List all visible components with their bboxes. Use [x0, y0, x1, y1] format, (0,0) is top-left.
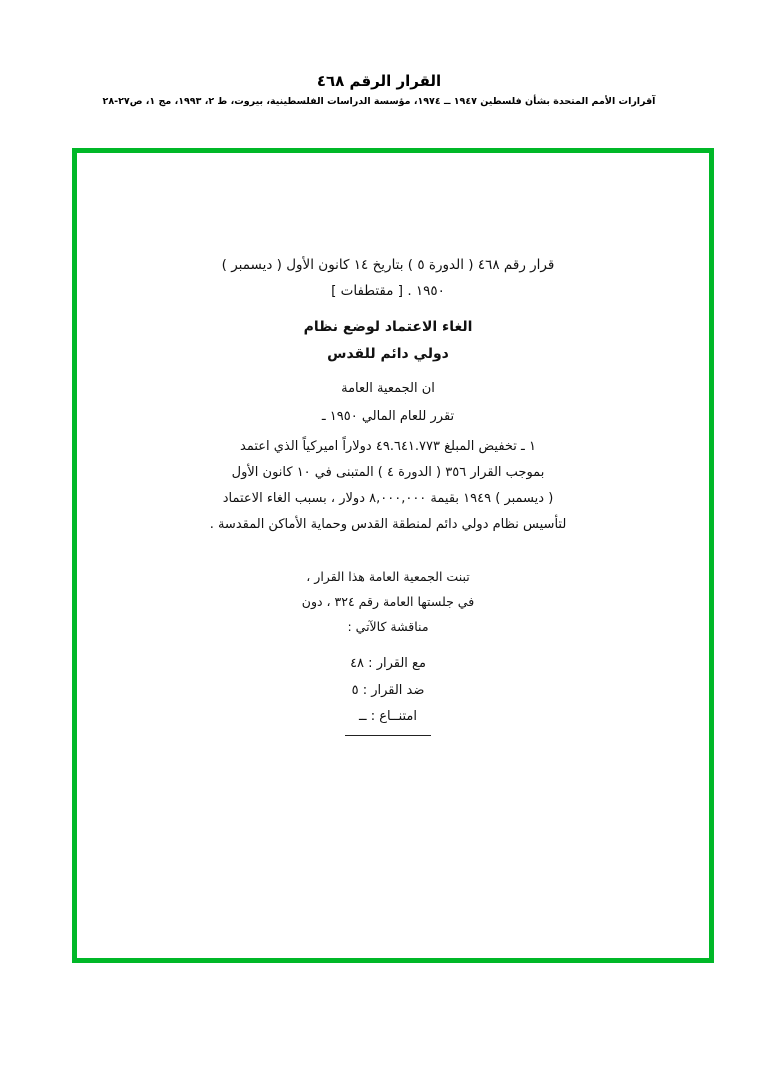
vote-in-favour: مع القرار : ٤٨: [350, 656, 426, 672]
adoption-line: في جلستها العامة رقم ٣٢٤ ، دون: [301, 594, 475, 610]
vote-results: [187, 651, 589, 736]
adoption-note: [187, 564, 589, 639]
operative-paragraph: [187, 434, 589, 538]
adoption-line: مناقشة كالآتي :: [347, 619, 429, 635]
source-citation: آقرارات الأمم المتحدة بشأن فلسطين ١٩٤٧ ــ ١٩٧٤، مؤسسة الدراسات الفلسطينية، بيروت، ط ٢، ١٩٩٣، مج ١، ص٢٧-٢٨: [102, 96, 656, 107]
resolution-header-line-2: ١٩٥٠ . [ مقتطفات ]: [331, 282, 445, 299]
operative-line: لتأسيس نظام دولي دائم لمنطقة القدس وحماية الأماكن المقدسة .: [209, 517, 567, 533]
subject-line-2: دولي دائم للقدس: [327, 345, 449, 362]
resolution-header-line-1: قرار رقم ٤٦٨ ( الدورة ٥ ) بتاريخ ١٤ كانون الأول ( ديسمبر ): [221, 257, 555, 273]
divider-rule: [345, 735, 431, 736]
operative-line: ( ديسمبر ) ١٩٤٩ بقيمة ٨,٠٠٠,٠٠٠ دولار ، بسبب الغاء الاعتماد: [222, 491, 554, 507]
document-body: [187, 253, 589, 736]
scanned-page-frame: [72, 148, 714, 963]
subject-line-1: الغاء الاعتماد لوضع نظام: [303, 319, 473, 336]
document-header: [0, 72, 758, 108]
vote-abstentions: امتنــاع : ــ: [358, 709, 418, 725]
vote-against: ضد القرار : ٥: [351, 682, 425, 698]
operative-line: ١ ـ تخفيض المبلغ ٤٩.٦٤١.٧٧٣ دولاراً اميركياً الذي اعتمد: [240, 439, 536, 455]
page-title: القرار الرقم ٤٦٨: [316, 72, 442, 90]
operative-line: بموجب القرار ٣٥٦ ( الدورة ٤ ) المتبنى في ١٠ كانون الأول: [231, 465, 545, 481]
decides-line: تقرر للعام المالي ١٩٥٠ ـ: [321, 408, 455, 424]
adoption-line: تبنت الجمعية العامة هذا القرار ،: [306, 569, 470, 585]
issuing-organ: ان الجمعية العامة: [341, 381, 435, 397]
paragraph-spacer: [187, 538, 589, 564]
